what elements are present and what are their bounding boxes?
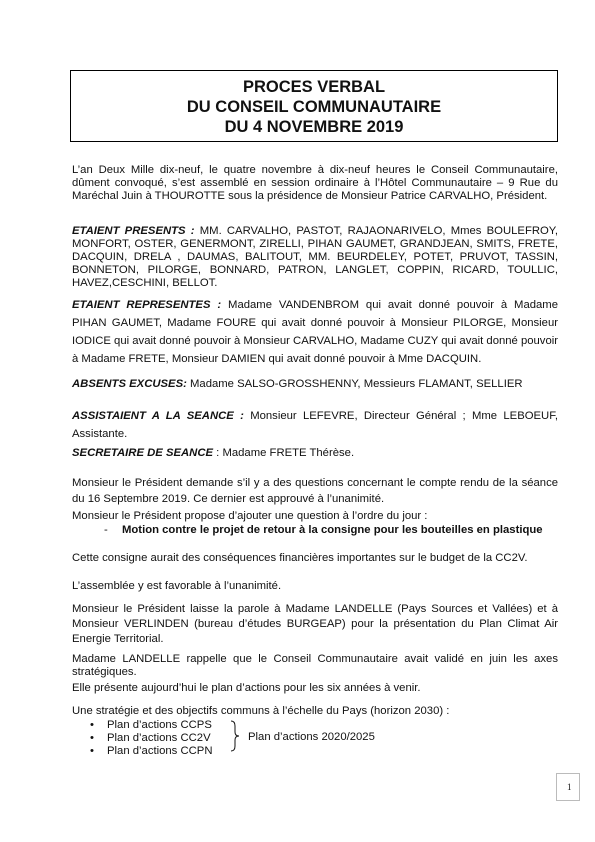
secretary-paragraph	[72, 447, 558, 460]
present-paragraph: Elle présente aujourd’hui le plan d’actions pour les six années à venir.	[72, 682, 421, 694]
intro-paragraph: L’an Deux Mille dix-neuf, le quatre novembre à dix-neuf heures le Conseil Communautaire, dûment convoqué, s’est assemblé en session ordinaire à l’Hôtel Communautaire – 9 Rue du Maréchal Juin à THOUROTTE sous la présidence de Monsieur Patrice CARVALHO, Président.	[72, 164, 558, 202]
presents-label: ETAIENT PRESENTS :	[72, 225, 195, 237]
bullet-icon: •	[90, 745, 94, 757]
title-line-1: PROCES VERBAL	[242, 78, 386, 96]
motion-title: Motion contre le projet de retour à la consigne pour les bouteilles en plastique	[122, 524, 543, 536]
bullet-text: Plan d’actions CC2V	[107, 732, 211, 744]
minutes-paragraph: Monsieur le Président demande s’il y a des questions concernant le compte rendu de la séance du 16 Septembre 2019. Ce dernier est approuvé à l’unanimité.	[72, 477, 558, 505]
recall-paragraph: Madame LANDELLE rappelle que le Conseil Communautaire avait validé en juin les axes stratégiques.	[72, 653, 558, 678]
bullet-item	[90, 745, 212, 758]
motion-dash: -	[104, 524, 108, 536]
title-line-2: DU CONSEIL COMMUNAUTAIRE	[186, 98, 442, 116]
secretary-text: : Madame FRETE Thérèse.	[213, 447, 355, 459]
absents-label: ABSENTS EXCUSES:	[72, 378, 187, 390]
plan-period-label: Plan d’actions 2020/2025	[248, 731, 375, 743]
represented-paragraph	[72, 296, 558, 368]
consequence-paragraph: Cette consigne aurait des conséquences financières importantes sur le budget de la CC2V.	[72, 552, 528, 564]
absents-text: Madame SALSO-GROSSHENNY, Messieurs FLAMANT, SELLIER	[186, 378, 523, 390]
page-number-box	[556, 773, 580, 801]
represented-label: ETAIENT REPRESENTES :	[72, 299, 222, 311]
secretary-label: SECRETAIRE DE SEANCE	[72, 447, 214, 459]
landelle-paragraph: Monsieur le Président laisse la parole à Madame LANDELLE (Pays Sources et Vallées) et à Monsieur VERLINDEN (bureau d’études BURGEAP) pour la présentation du Plan Climat Air Energie Territorial.	[72, 603, 558, 645]
bullet-item	[90, 732, 211, 745]
assisting-paragraph	[72, 407, 558, 443]
right-brace-icon	[230, 720, 240, 752]
title-line-3: DU 4 NOVEMBRE 2019	[224, 118, 404, 136]
favorable-paragraph: L’assemblée y est favorable à l’unanimité.	[72, 580, 282, 592]
title-box	[70, 70, 558, 142]
presents-paragraph	[72, 225, 558, 290]
bullet-item	[90, 719, 212, 732]
assisting-text: Monsieur LEFEVRE, Directeur Général ; Mme LEBOEUF, Assistante.	[72, 410, 558, 440]
propose-paragraph: Monsieur le Président propose d’ajouter une question à l’ordre du jour :	[72, 510, 428, 522]
bullet-icon: •	[90, 719, 94, 731]
bullet-text: Plan d’actions CCPN	[107, 745, 213, 757]
page-number: 1	[567, 782, 572, 792]
bullet-text: Plan d’actions CCPS	[107, 719, 212, 731]
represented-text: Madame VANDENBROM qui avait donné pouvoir à Madame PIHAN GAUMET, Madame FOURE qui avait donné pouvoir à Monsieur PILORGE, Monsieur IODICE qui avait donné pouvoir à Monsieur CARVALHO, Madame CUZY qui avait donné pouvoir à Madame FRETE, Monsieur DAMIEN qui avait donné pouvoir à Mme DACQUIN.	[72, 299, 559, 365]
bullet-icon: •	[90, 732, 94, 744]
presents-text: MM. CARVALHO, PASTOT, RAJAONARIVELO, Mmes BOULEFROY, MONFORT, OSTER, GENERMONT, ZIRELLI, PIHAN GAUMET, GRANDJEAN, SMITS, FRETE, DACQUIN, DRELA , DAUMAS, BALITOUT, MM. BEURDELEY, POTET, PRUVOT, TASSIN, BONNETON, PILORGE, BONNARD, PATRON, LANGLET, COPPIN, RICARD, TOULLIC, HAVEZ,CESCHINI, BELLOT.	[72, 225, 559, 289]
strategy-paragraph: Une stratégie et des objectifs communs à l’échelle du Pays (horizon 2030) :	[72, 705, 450, 717]
absents-paragraph	[72, 378, 558, 391]
assisting-label: ASSISTAIENT A LA SEANCE :	[72, 410, 244, 422]
